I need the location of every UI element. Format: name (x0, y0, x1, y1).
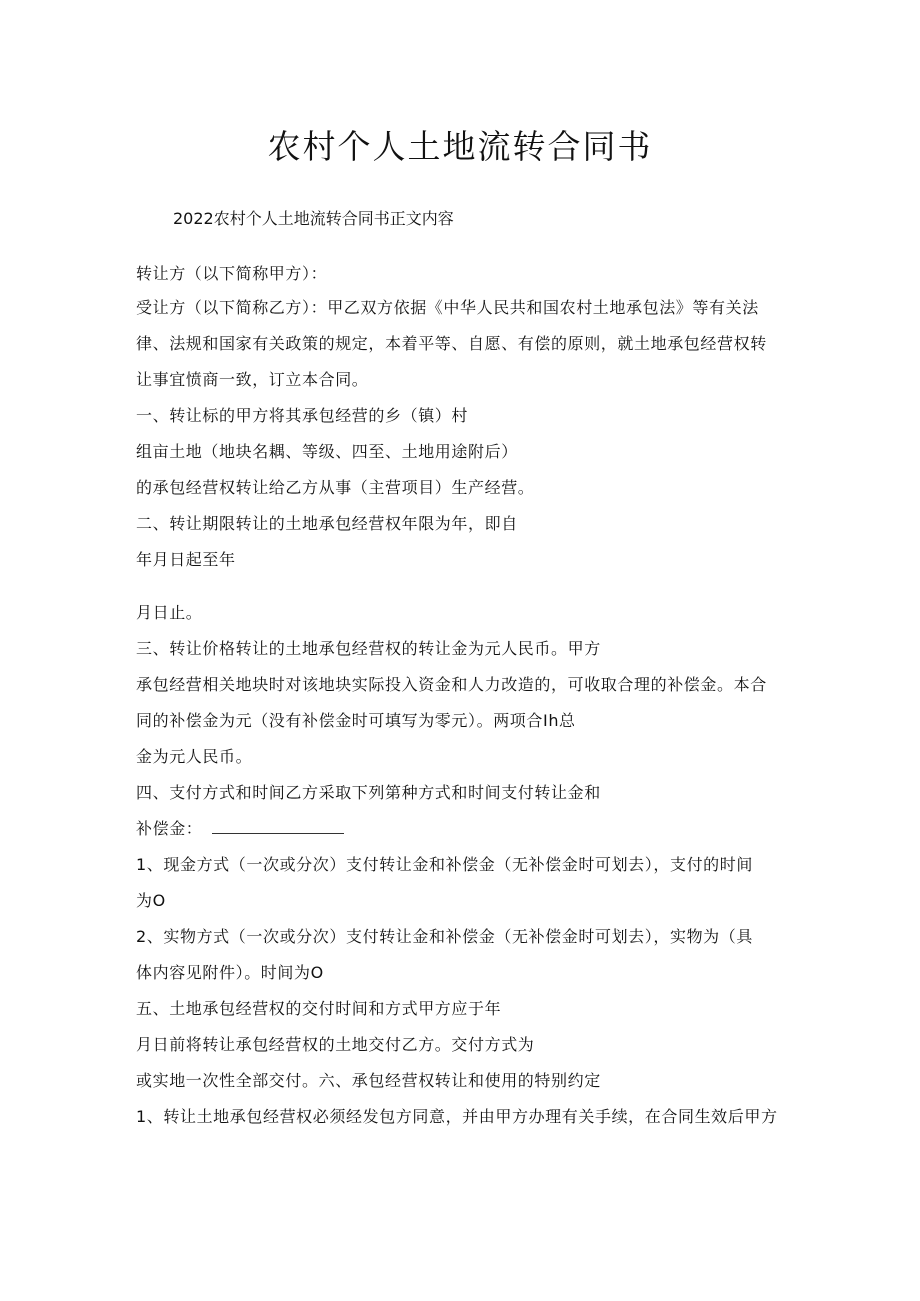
paragraph-line: 律、法规和国家有关政策的规定，本着平等、自愿、有偿的原则，就土地承包经营权转 (136, 334, 767, 353)
paragraph-line: 1、转让土地承包经营权必须经发包方同意，并由甲方办理有关手续，在合同生效后甲方 (136, 1107, 778, 1126)
paragraph-line: 五、土地承包经营权的交付时间和方式甲方应于年 (136, 999, 502, 1018)
document-title: 农村个人土地流转合同书 (267, 127, 653, 166)
paragraph-line: 承包经营相关地块时对该地块实际投入资金和人力改造的，可收取合理的补偿金。本合 (136, 675, 767, 694)
paragraph-line: 同的补偿金为元（没有补偿金时可填写为零元）。两项合Ih总 (136, 711, 576, 730)
paragraph-line: 1、现金方式（一次或分次）支付转让金和补偿金（无补偿金时可划去），支付的时间 (136, 855, 753, 874)
paragraph-line: 四、支付方式和时间乙方采取下列第种方式和时间支付转让金和 (136, 783, 601, 802)
paragraph-line: 年月日起至年 (136, 550, 236, 569)
paragraph-line: 三、转让价格转让的土地承包经营权的转让金为元人民币。甲方 (136, 639, 601, 658)
fill-in-blank (212, 819, 344, 834)
paragraph-line: 金为元人民币。 (136, 747, 253, 766)
paragraph-line: 为O (136, 891, 166, 910)
paragraph-line: 体内容见附件）。时间为O (136, 963, 324, 982)
paragraph-line: 或实地一次性全部交付。六、承包经营权转让和使用的特别约定 (136, 1071, 601, 1090)
paragraph-line: 让事宜愤商一致，订立本合同。 (136, 370, 369, 389)
document-subtitle: 2022农村个人土地流转合同书正文内容 (173, 209, 454, 228)
payment-blank-line (136, 817, 344, 841)
paragraph-line: 受让方（以下简称乙方）：甲乙双方依据《中华人民共和国农村土地承包法》等有关法 (136, 298, 759, 317)
paragraph-line: 月日止。 (136, 603, 203, 622)
paragraph-line: 组亩土地（地块名耦、等级、四至、土地用途附后） (136, 442, 518, 461)
paragraph-line: 2、实物方式（一次或分次）支付转让金和补偿金（无补偿金时可划去），实物为（具 (136, 927, 753, 946)
paragraph-line: 转让方（以下简称甲方）： (136, 264, 328, 283)
paragraph-line: 的承包经营权转让给乙方从事（主营项目）生产经营。 (136, 478, 535, 497)
paragraph-text: 补偿金： (136, 819, 203, 838)
paragraph-line: 一、转让标的甲方将其承包经营的乡（镇）村 (136, 406, 469, 425)
paragraph-line: 月日前将转让承包经营权的土地交付乙方。交付方式为 (136, 1035, 535, 1054)
paragraph-line: 二、转让期限转让的土地承包经营权年限为年，即自 (136, 514, 518, 533)
